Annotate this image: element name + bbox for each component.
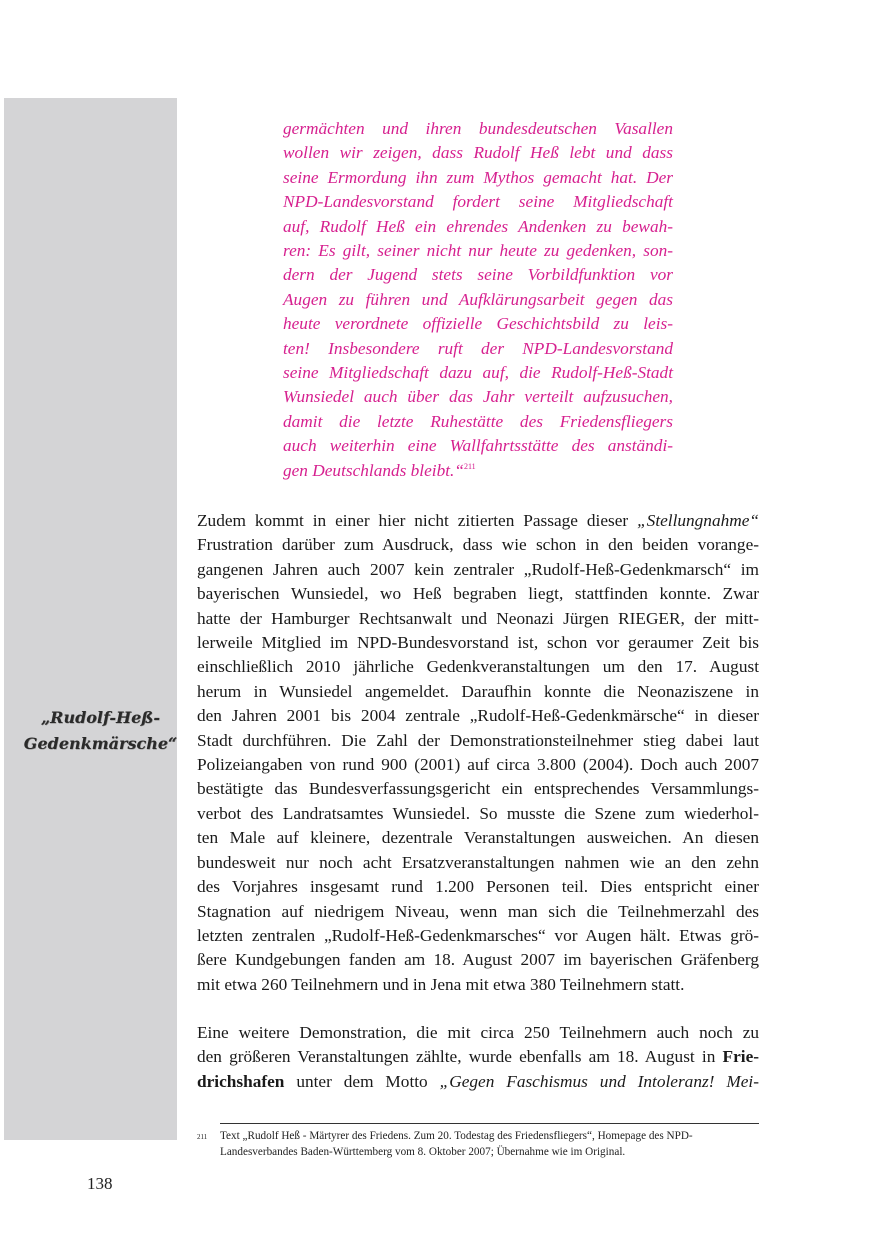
- body-line: bayerischen Wunsiedel, wo Heß begraben liegt, stattfinden konnte. Zwar: [197, 584, 759, 604]
- place-name-bold: Frie-: [722, 1047, 759, 1067]
- footnote-number: 211: [197, 1133, 208, 1141]
- body-line: hatte der Hamburger Rechtsanwalt und Neonazi Jürgen RIEGER, der mitt-: [197, 608, 759, 628]
- body-line: letzten zentralen „Rudolf-Heß-Gedenkmarsches“ vor Augen hält. Etwas grö-: [197, 925, 759, 945]
- body-line: gangenen Jahren auch 2007 kein zentraler „Rudolf-Heß-Gedenkmarsch“ im: [197, 559, 759, 579]
- quote-line: Augen zu führen und Aufklärungsarbeit gegen das: [283, 289, 673, 309]
- body-line: ßere Kundgebungen fanden am 18. August 2007 im bayerischen Gräfenberg: [197, 950, 759, 970]
- quote-line: seine Mitgliedschaft dazu auf, die Rudolf-Heß-Stadt: [283, 363, 673, 383]
- quote-line-text: gen Deutschlands bleibt.“: [283, 460, 464, 480]
- body-line: einschließlich 2010 jährliche Gedenkveranstaltungen um den 17. August: [197, 657, 759, 677]
- body-line: Eine weitere Demonstration, die mit circa 250 Teilnehmern auch noch zu: [197, 1023, 759, 1042]
- body-paragraph-2: [197, 1021, 759, 1094]
- quote-line: seine Ermordung ihn zum Mythos gemacht hat. Der: [283, 167, 673, 187]
- footnote-line-1: Text „Rudolf Heß - Märtyrer des Friedens. Zum 20. Todestag des Friedensfliegers“, Homepage des NPD-: [220, 1130, 693, 1142]
- margin-note-line-2: Gedenkmärsche“: [23, 734, 178, 753]
- footnote-rule: [220, 1123, 759, 1124]
- body-line: Polizeiangaben von rund 900 (2001) auf circa 3.800 (2004). Doch auch 2007: [197, 755, 759, 775]
- quote-line: Wunsiedel auch über das Jahr verteilt aufzusuchen,: [283, 387, 673, 407]
- margin-note-line-1: „Rudolf-Heß-: [40, 708, 161, 727]
- quote-line: wollen wir zeigen, dass Rudolf Heß lebt und dass: [283, 143, 673, 163]
- page-number: 138: [87, 1174, 113, 1193]
- quote-line: damit die letzte Ruhestätte des Friedensfliegers: [283, 411, 673, 431]
- body-line: bundesweit nur noch acht Ersatzveranstaltungen nahmen wie an den zehn: [197, 852, 759, 872]
- body-line: [197, 1045, 759, 1069]
- body-line: den Jahren 2001 bis 2004 zentrale „Rudolf-Heß-Gedenkmärsche“ in dieser: [197, 706, 759, 726]
- quote-line: dern der Jugend stets seine Vorbildfunktion vor: [283, 265, 673, 285]
- block-quote: [283, 117, 673, 483]
- quote-line: ten! Insbesondere ruft der NPD-Landesvorstand: [283, 338, 673, 358]
- body-line: Frustration darüber zum Ausdruck, dass wie schon in den beiden vorange-: [197, 535, 759, 555]
- footnote-reference[interactable]: 211: [463, 461, 476, 471]
- body-line: Stadt durchführen. Die Zahl der Demonstrationsteilnehmer stieg dabei laut: [197, 730, 759, 750]
- quote-line: ren: Es gilt, seiner nicht nur heute zu gedenken, son-: [283, 241, 673, 261]
- motto-italic: „Gegen Faschismus und Intoleranz! Mei-: [439, 1071, 759, 1091]
- quote-line: NPD-Landesvorstand fordert seine Mitgliedschaft: [283, 192, 673, 212]
- quote-line: germächten und ihren bundesdeutschen Vasallen: [283, 119, 673, 138]
- quote-line: auf, Rudolf Heß ein ehrendes Andenken zu bewah-: [283, 216, 673, 236]
- margin-sidebar: [4, 98, 177, 1140]
- body-line: ten Male auf kleinere, dezentrale Veranstaltungen ausweichen. An diesen: [197, 828, 759, 848]
- quote-line-last: [283, 459, 673, 483]
- place-name-bold: drichshafen: [197, 1071, 285, 1091]
- body-paragraph-1: [197, 509, 759, 997]
- footnote-line-2: Landesverbandes Baden-Württemberg vom 8. Oktober 2007; Übernahme wie im Original.: [220, 1146, 626, 1158]
- quote-line: heute verordnete offizielle Geschichtsbild zu leis-: [283, 314, 673, 334]
- body-line: bestätigte das Bundesverfassungsgericht ein entsprechendes Versammlungs-: [197, 779, 759, 799]
- body-text: Zudem kommt in einer hier nicht zitierten Passage dieser: [197, 511, 638, 530]
- body-line: mit etwa 260 Teilnehmern und in Jena mit etwa 380 Teilnehmern statt.: [197, 974, 685, 994]
- margin-note: [4, 705, 197, 757]
- body-text: den größeren Veranstaltungen zählte, wurde ebenfalls am 18. August in: [197, 1047, 723, 1067]
- body-line: des Vorjahres insgesamt rund 1.200 Personen teil. Dies entspricht einer: [197, 877, 759, 897]
- body-line: [197, 1070, 759, 1094]
- quote-line: auch weiterhin eine Wallfahrtsstätte des anständi-: [283, 436, 673, 456]
- footnote: [197, 1128, 759, 1160]
- body-line: herum in Wunsiedel angemeldet. Daraufhin konnte die Neonaziszene in: [197, 681, 759, 701]
- body-line: lerweile Mitglied im NPD-Bundesvorstand ist, schon vor geraumer Zeit bis: [197, 633, 759, 653]
- body-line: [197, 509, 759, 533]
- body-line: Stagnation auf niedrigem Niveau, wenn man sich die Teilnehmerzahl des: [197, 901, 759, 921]
- body-line: verbot des Landratsamtes Wunsiedel. So musste die Szene zum wiederhol-: [197, 803, 759, 823]
- body-text-italic: „Stellungnahme“: [637, 511, 759, 530]
- body-text: unter dem Motto: [284, 1071, 440, 1091]
